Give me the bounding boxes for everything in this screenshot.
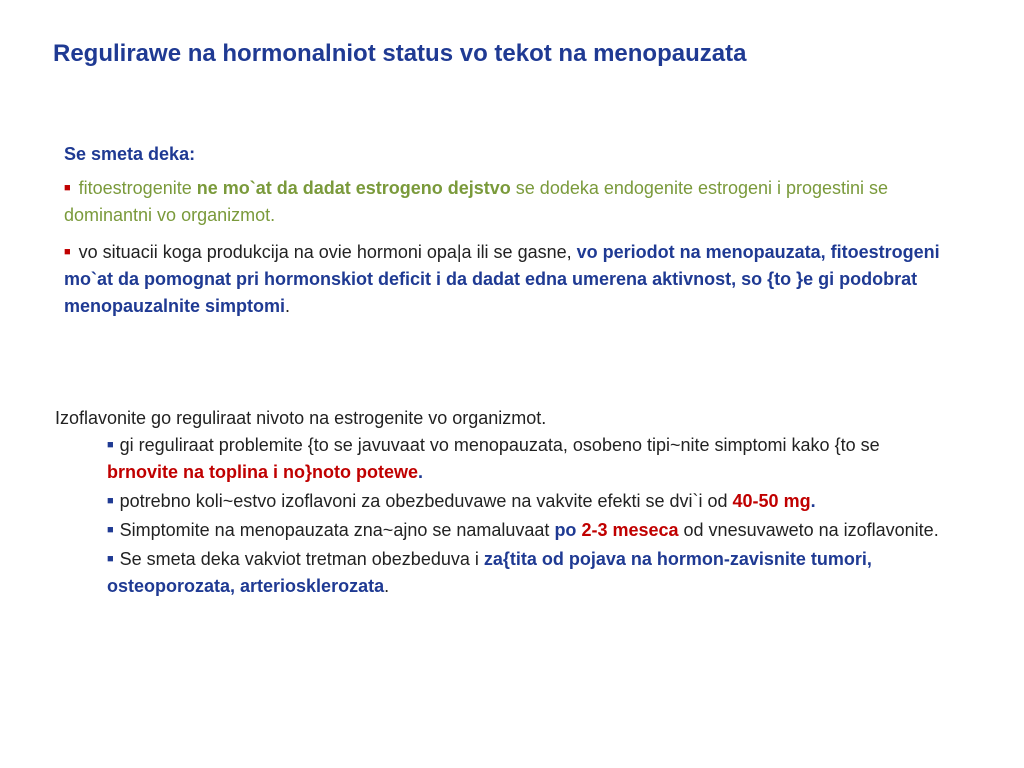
item-emphasis: po	[554, 520, 577, 540]
item-end: .	[418, 462, 424, 482]
square-bullet-icon: ■	[107, 524, 114, 536]
square-bullet-icon: ■	[64, 246, 71, 258]
bullet-menopause-deficit	[64, 239, 954, 320]
bullet-text: fitoestrogenite	[78, 178, 197, 198]
considerations-section	[64, 141, 954, 330]
list-item	[107, 546, 943, 600]
item-text: Se smeta deka vakviot tretman obezbeduva i	[119, 549, 484, 569]
list-item	[107, 432, 943, 486]
bullet-end: .	[285, 296, 291, 316]
bullet-emphasis: vo periodot na menopauzata, fitoestrogeni mo`at da pomognat pri hormonskiot deficit i da dadat edna umerena aktivnost, so {to }e gi podobrat menopauzalnite simptomi	[64, 242, 940, 316]
list-item	[107, 517, 943, 544]
square-bullet-icon: ■	[64, 182, 71, 194]
isoflavones-list	[55, 432, 955, 600]
item-end: .	[384, 576, 390, 596]
square-bullet-icon: ■	[107, 495, 114, 507]
item-text: Simptomite na menopauzata zna~ajno se namaluvaat	[119, 520, 555, 540]
item-highlight: brnovite na toplina i no}noto potewe	[107, 462, 418, 482]
section-heading: Se smeta deka:	[64, 144, 196, 164]
isoflavones-section	[55, 405, 955, 602]
item-end: .	[810, 491, 816, 511]
item-text: gi reguliraat problemite {to se javuvaat vo menopauzata, osobeno tipi~nite simptomi kako {to se	[119, 435, 880, 455]
item-text: potrebno koli~estvo izoflavoni za obezbeduvawe na vakvite efekti se dvi`i od	[119, 491, 733, 511]
square-bullet-icon: ■	[107, 439, 114, 451]
item-emphasis: za{tita od pojava na hormon-zavisnite tumori, osteoporozata, arteriosklerozata	[107, 549, 872, 596]
square-bullet-icon: ■	[107, 553, 114, 565]
isoflavones-intro: Izoflavonite go reguliraat nivoto na estrogenite vo organizmot.	[55, 408, 547, 428]
bullet-emphasis: ne mo`at da dadat estrogeno dejstvo	[196, 178, 511, 198]
bullet-text: vo situacii koga produkcija na ovie hormoni opa|a ili se gasne,	[78, 242, 577, 262]
item-text: od vnesuvaweto na izoflavonite.	[678, 520, 939, 540]
bullet-text: se dodeka endogenite estrogeni i progestini se dominantni vo organizmot.	[64, 178, 889, 225]
list-item	[107, 488, 943, 515]
item-highlight: 40-50 mg	[732, 491, 811, 511]
slide-title: Regulirawe na hormonalniot status vo tekot na menopauzata	[53, 40, 747, 67]
bullet-phytoestrogen-effect	[64, 175, 954, 229]
item-highlight: 2-3 meseca	[581, 520, 679, 540]
